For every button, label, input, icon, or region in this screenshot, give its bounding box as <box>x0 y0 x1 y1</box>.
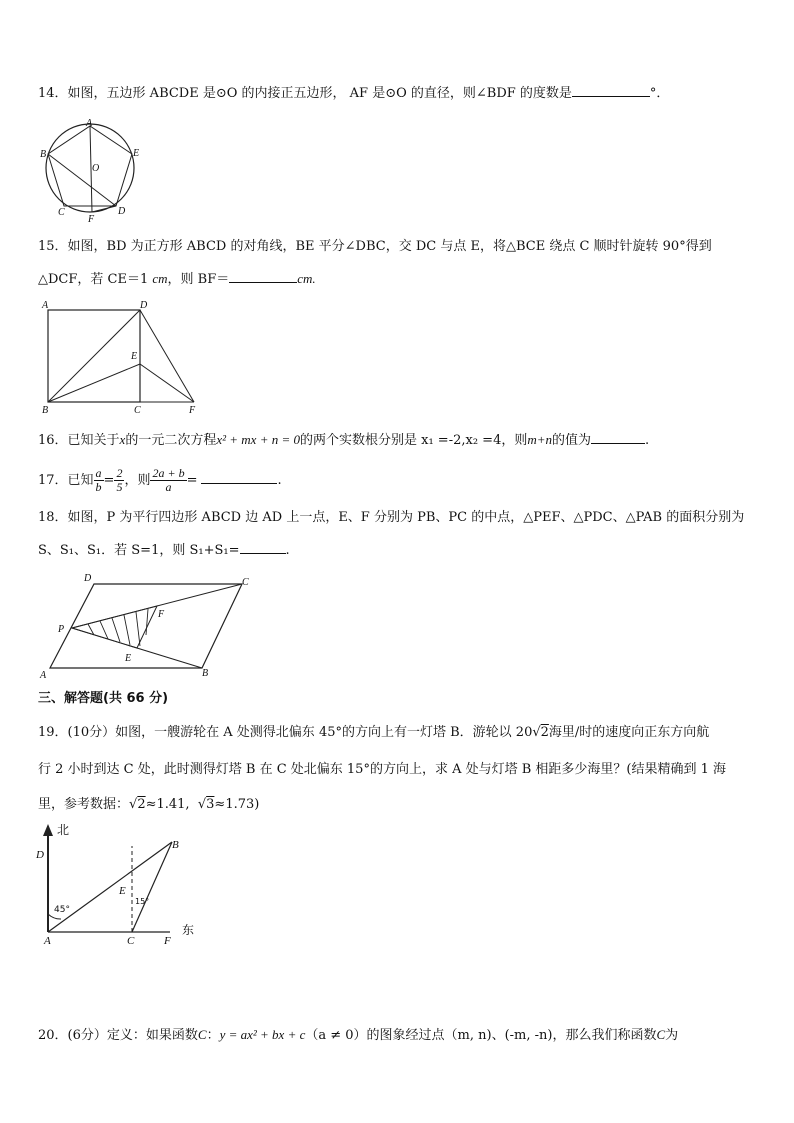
question-15-line2 <box>38 270 316 289</box>
q14-answer-blank[interactable] <box>572 84 650 97</box>
q19-ref2: ≈1.73) <box>214 797 260 812</box>
q15-figure <box>38 296 208 416</box>
q14-label-c: C <box>58 207 65 218</box>
question-16 <box>38 431 649 450</box>
q18-label-d: D <box>84 573 92 584</box>
section-3-heading: 三、解答题(共 66 分) <box>38 691 169 706</box>
q19-angle-45: 45° <box>54 905 70 915</box>
q19-angle-15: 15° <box>135 897 150 906</box>
q18-label-a: A <box>40 670 47 681</box>
q19-label-f: F <box>164 935 171 947</box>
q19-sqrt3: √3 <box>197 797 215 812</box>
question-14 <box>38 84 669 103</box>
q14-label-d: D <box>118 206 126 217</box>
question-20 <box>38 1026 678 1045</box>
q19-sqrt2: √2 <box>129 797 146 812</box>
question-19-line1 <box>38 724 709 742</box>
q20-a: 20．(6分）定义：如果函数 <box>38 1028 198 1043</box>
q15-line2-b: ，则 BF＝ <box>167 272 230 287</box>
q18-label-e: E <box>125 653 132 664</box>
q16-mn: m+n <box>527 432 553 447</box>
q19-line1-a: 19．(10分）如图，一艘游轮在 A 处测得北偏东 45°的方向上有一灯塔 B．游轮以 20 <box>38 725 533 740</box>
q19-label-e: E <box>119 885 126 897</box>
q19-sqrt: √2 <box>532 725 549 740</box>
q17-fraction-a-over-b: $\frac{a}{b}$ <box>95 466 102 494</box>
q19-line1-b: 海里/时的速度向正东方向航 <box>548 725 710 740</box>
q18-label-p: P <box>58 624 65 635</box>
q18-line1: 18．如图，P 为平行四边形 ABCD 边 AD 上一点，E、F 分别为 PB、PC 的中点，△PEF、△PDC、△PAB 的面积分别为 <box>38 510 745 525</box>
q18-label-f: F <box>158 609 165 620</box>
q15-unit: cm <box>152 271 168 286</box>
q20-c: C <box>197 1027 207 1042</box>
q15-line2-end: cm. <box>297 271 316 286</box>
q19-label-a: A <box>44 935 51 947</box>
q17-equals-1: = <box>103 473 115 488</box>
q20-equation: y = ax² + bx + c <box>219 1027 306 1042</box>
q19-east-label: 东 <box>182 923 195 937</box>
q15-line2-a: △DCF，若 CE＝1 <box>38 272 153 287</box>
q16-equation: x² + mx + n = 0 <box>216 432 300 447</box>
q20-end: 为 <box>665 1028 679 1043</box>
q17-answer-blank[interactable] <box>201 471 277 484</box>
q17-fraction-2-over-5: $\frac{2}{5}$ <box>116 466 123 494</box>
question-18-line2 <box>38 541 290 560</box>
q14-figure <box>36 118 148 226</box>
q14-label-f: F <box>88 214 95 225</box>
question-15-line1 <box>38 238 712 256</box>
q14-label-b: B <box>40 149 47 160</box>
q19-label-b: B <box>172 839 179 851</box>
q17-equals-2: = <box>186 473 198 488</box>
question-17 <box>38 466 282 496</box>
q15-answer-blank[interactable] <box>229 270 297 283</box>
q18-label-b: B <box>202 668 209 679</box>
q16-x: x <box>119 432 126 447</box>
q15-label-f: F <box>189 405 196 416</box>
q17-a: 17．已知 <box>38 473 94 488</box>
q19-figure <box>30 822 210 950</box>
q19-north-label: 北 <box>57 823 70 837</box>
q16-d: 的值为 <box>552 433 592 448</box>
q15-label-c: C <box>134 405 141 416</box>
question-19-line3 <box>38 796 259 814</box>
q18-line2: S、S₁、S₁．若 S=1，则 S₁+S₁= <box>38 543 240 558</box>
q16-end: . <box>645 433 650 448</box>
q18-end: . <box>285 543 290 558</box>
q20-condition: （a ≠ 0）的图象经过点（m, n)、(-m, -n)，那么我们称函数 <box>305 1028 657 1043</box>
q20-colon: ： <box>206 1028 220 1043</box>
q15-line1: 15．如图，BD 为正方形 ABCD 的对角线，BE 平分∠DBC，交 DC 与点 E，将△BCE 绕点 C 顺时针旋转 90°得到 <box>38 239 712 254</box>
q19-label-c: C <box>127 935 135 947</box>
question-19-line2 <box>38 761 726 779</box>
q14-label-e: E <box>133 148 140 159</box>
q19-line3-a: 里，参考数据： <box>38 797 130 812</box>
q16-c: 的两个实数根分别是 x₁ =-2,x₂ =4，则 <box>300 433 528 448</box>
q17-fraction-expression: $\frac{2a + b}{a}$ <box>152 466 185 494</box>
question-18-line1 <box>38 509 744 527</box>
q14-label-o: O <box>92 163 100 174</box>
q17-end: . <box>277 473 282 488</box>
q19-label-d: D <box>36 849 44 861</box>
q15-label-e: E <box>131 351 138 362</box>
q17-b: ，则 <box>124 473 151 488</box>
q20-c-2: C <box>656 1027 666 1042</box>
q18-answer-blank[interactable] <box>240 541 286 554</box>
q15-label-d: D <box>140 300 148 311</box>
q19-line2: 行 2 小时到达 C 处，此时测得灯塔 B 在 C 处北偏东 15°的方向上，求 A 处与灯塔 B 相距多少海里？(结果精确到 1 海 <box>38 762 727 777</box>
q14-suffix: °． <box>649 86 670 101</box>
q16-a: 16．已知关于 <box>38 433 120 448</box>
q18-label-c: C <box>242 577 249 588</box>
q14-label-a: A <box>86 118 93 129</box>
q15-label-b: B <box>42 405 49 416</box>
q16-answer-blank[interactable] <box>591 431 645 444</box>
q18-figure <box>36 570 266 682</box>
q15-label-a: A <box>42 300 49 311</box>
q19-ref1: ≈1.41, <box>145 797 190 812</box>
q14-text: 14．如图，五边形 ABCDE 是⊙O 的内接正五边形， AF 是⊙O 的直径，则∠BDF 的度数是 <box>38 86 572 101</box>
q16-b: 的一元二次方程 <box>125 433 217 448</box>
